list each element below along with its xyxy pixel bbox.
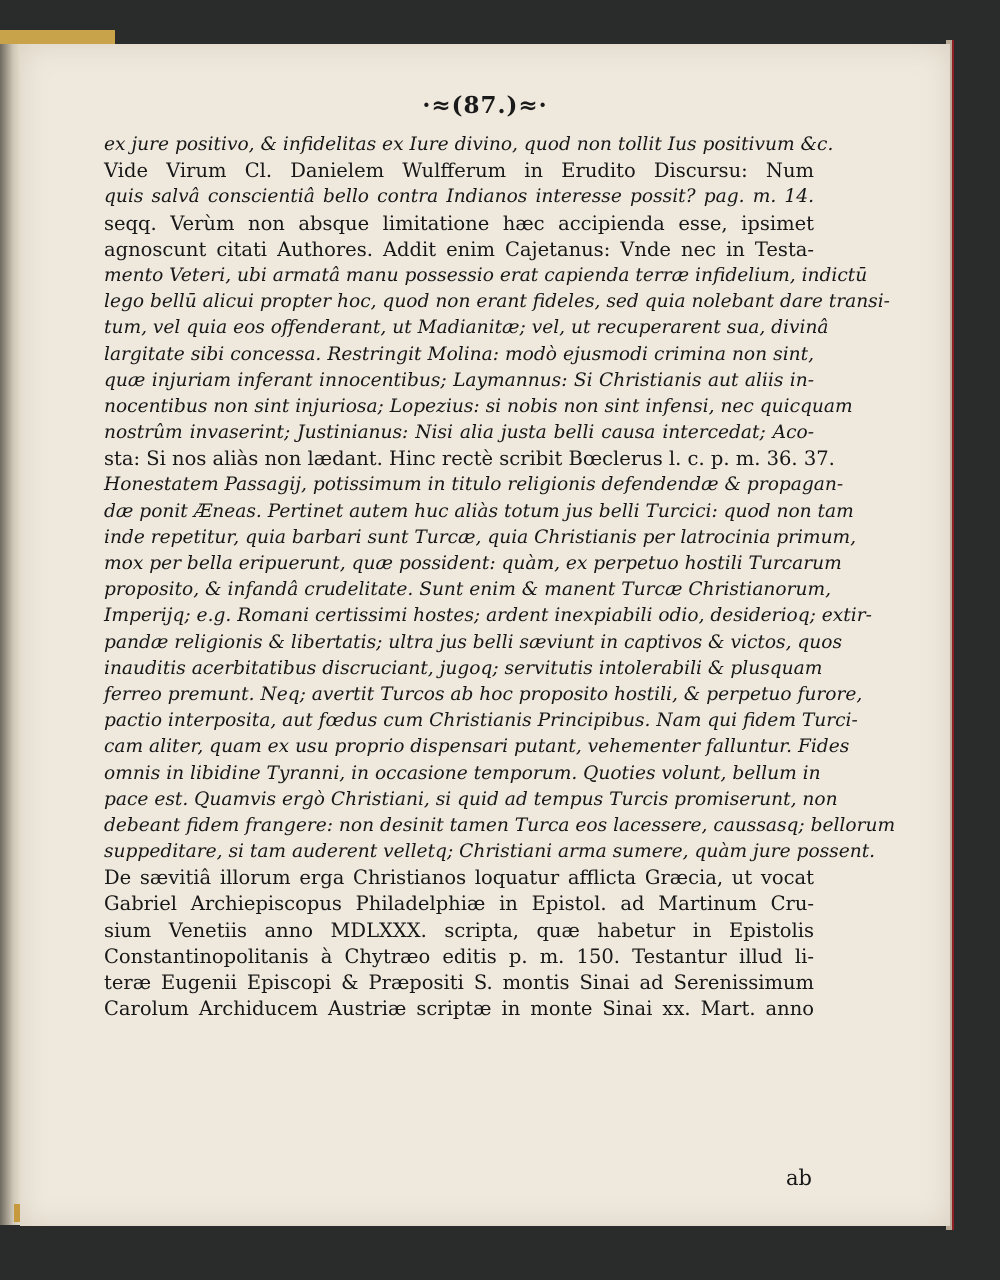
text-line: dæ ponit Æneas. Pertinet autem huc aliàs totum jus belli Turcici: quod non tam [104, 500, 854, 522]
book-page [20, 44, 950, 1226]
text-line: pace est. Quamvis ergò Christiani, si quid ad tempus Turcis promiserunt, non [104, 788, 838, 810]
text-line: agnoscunt citati Authores. Addit enim Cajetanus: Vnde nec in Testa- [104, 237, 814, 261]
page-number [20, 92, 950, 119]
text-line: Carolum Archiducem Austriæ scriptæ in monte Sinai xx. Mart. anno [104, 997, 814, 1021]
page-number-ornament-right: ≈· [518, 92, 548, 119]
text-line: sta: Si nos aliàs non lædant. Hinc rectè scribit Bœclerus l. c. p. m. 36. 37. [104, 447, 835, 471]
text-line: teræ Eugenii Episcopi & Præpositi S. montis Sinai ad Serenissimum [104, 971, 814, 994]
text-line: ex jure positivo, & infidelitas ex Iure divino, quod non tollit Ius positivum &c. [104, 134, 834, 155]
text-line: debeant fidem frangere: non desinit tamen Turca eos lacessere, caussasq; bellorum [104, 814, 896, 836]
catchword: ab [786, 1166, 812, 1190]
page-number-text: (87.) [451, 92, 519, 119]
text-line: cam aliter, quam ex usu proprio dispensari putant, vehementer falluntur. Fides [104, 736, 850, 758]
text-line: ferreo premunt. Neq; avertit Turcos ab hoc proposito hostili, & perpetuo furore, [104, 683, 863, 705]
text-line: proposito, & infandâ crudelitate. Sunt enim & manent Turcæ Christianorum, [104, 579, 831, 601]
text-line: suppeditare, si tam auderent velletq; Christiani arma sumere, quàm jure possent. [104, 841, 876, 863]
text-line: pactio interposita, aut fœdus cum Christianis Principibus. Nam qui fidem Turci- [104, 710, 858, 732]
text-line: Constantinopolitanis à Chytræo editis p. m. 150. Testantur illud li- [104, 944, 814, 968]
text-line: nostrûm invaserint; Justinianus: Nisi alia justa belli causa intercedat; Aco- [104, 422, 814, 444]
gold-page-edge-top [0, 30, 115, 44]
text-line: seqq. Verùm non absque limitatione hæc accipienda esse, ipsimet [104, 211, 814, 235]
text-line: pandæ religionis & libertatis; ultra jus belli sæviunt in captivos & victos, quos [104, 631, 843, 653]
text-line: quæ injuriam inferant innocentibus; Laymannus: Si Christianis aut aliis in- [104, 369, 814, 391]
text-line: De sævitiâ illorum erga Christianos loquatur afflicta Græcia, ut vocat [104, 866, 814, 890]
text-line: lego bellū alicui propter hoc, quod non erant fideles, sed quia nolebant dare transi- [104, 291, 890, 313]
text-line: sium Venetiis anno MDLXXX. scripta, quæ habetur in Epistolis [104, 918, 814, 942]
text-line: Gabriel Archiepiscopus Philadelphiæ in Epistol. ad Martinum Cru- [104, 892, 814, 916]
book-spine-edge [0, 30, 22, 1225]
text-line: Imperijq; e.g. Romani certissimi hostes; ardent inexpiabili odio, desiderioq; extir- [104, 605, 872, 627]
text-line: Vide Virum Cl. Danielem Wulfferum in Erudito Discursu: Num [104, 159, 814, 183]
body-text [104, 132, 896, 1022]
text-line: mento Veteri, ubi armatâ manu possessio erat capienda terræ infidelium, indictū [104, 264, 868, 286]
text-line: inauditis acerbitatibus discruciant, jugoq; servitutis intolerabili & plusquam [104, 657, 823, 679]
page-number-ornament-left: ·≈ [422, 92, 452, 119]
text-line: Honestatem Passagij, potissimum in titulo religionis defendendæ & propagan- [104, 474, 844, 496]
text-line: largitate sibi concessa. Restringit Molina: modò ejusmodi crimina non sint, [104, 343, 814, 365]
text-line: mox per bella eripuerunt, quæ possident: quàm, ex perpetuo hostili Turcarum [104, 553, 842, 574]
text-line: quis salvâ conscientiâ bello contra Indianos interesse possit? pag. m. 14. [104, 186, 814, 208]
text-line: inde repetitur, quia barbari sunt Turcæ, quia Christianis per latrocinia primum, [104, 526, 857, 548]
text-line: nocentibus non sint injuriosa; Lopezius: si nobis non sint infensi, nec quicquam [104, 395, 853, 417]
text-line: omnis in libidine Tyranni, in occasione temporum. Quoties volunt, bellum in [104, 762, 821, 784]
text-line: tum, vel quia eos offenderant, ut Madianitæ; vel, ut recuperarent sua, divinâ [104, 317, 829, 339]
